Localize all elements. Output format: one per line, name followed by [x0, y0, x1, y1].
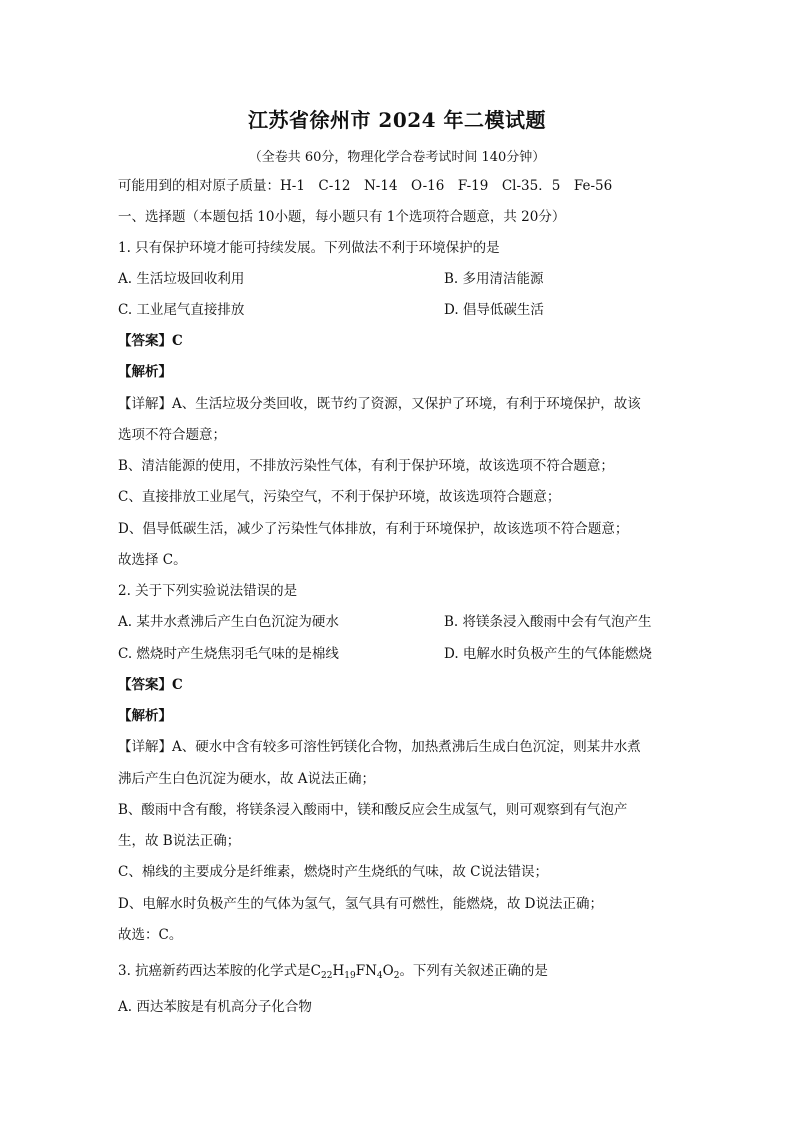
question-1-analysis-label: 【解析】 — [118, 364, 172, 380]
question-1-answer: 【答案】C — [118, 333, 183, 349]
question-3-stem-prefix: 3. 抗癌新药西达苯胺的化学式是 — [118, 963, 311, 979]
question-1-option-c: C. 工业尾气直接排放 — [118, 302, 245, 318]
question-1-stem: 1. 只有保护环境才能可持续发展。下列做法不利于环境保护的是 — [118, 240, 500, 256]
question-2-option-d: D. 电解水时负极产生的气体能燃烧 — [444, 646, 652, 662]
question-3-option-a: A. 西达苯胺是有机高分子化合物 — [118, 999, 312, 1015]
question-2-detail: 【详解】A、硬水中含有较多可溶性钙镁化合物，加热煮沸后生成白色沉淀，则某井水煮 — [118, 739, 641, 755]
formula-subscript: 4 — [376, 971, 383, 981]
formula-element: C — [310, 963, 322, 979]
page-title: 江苏省徐州市 2024 年二模试题 — [247, 108, 547, 132]
question-2-analysis-label: 【解析】 — [118, 708, 172, 724]
exam-subtitle: （全卷共 60分，物理化学合卷考试时间 140分钟） — [248, 150, 546, 165]
atomic-masses-line: 可能用到的相对原子质量：H-1 C-12 N-14 O-16 F-19 Cl-35．5 Fe-56 — [118, 178, 613, 194]
question-2-answer: 【答案】C — [118, 677, 183, 693]
question-1-option-d: D. 倡导低碳生活 — [444, 302, 544, 318]
question-2-conclusion: 故选：C。 — [118, 927, 183, 943]
question-1-detail: B、清洁能源的使用，不排放污染性气体，有利于保护环境，故该选项不符合题意； — [118, 458, 614, 474]
question-2-option-a: A. 某井水煮沸后产生白色沉淀为硬水 — [118, 614, 339, 630]
question-1-option-b: B. 多用清洁能源 — [444, 271, 544, 287]
question-2-stem: 2. 关于下列实验说法错误的是 — [118, 583, 298, 599]
question-3-stem — [118, 962, 548, 980]
question-2-detail: D、电解水时负极产生的气体为氢气，氢气具有可燃性，能燃烧，故 D说法正确； — [118, 896, 603, 912]
section-heading: 一、选择题（本题包括 10小题，每小题只有 1个选项符合题意，共 20分） — [118, 209, 566, 225]
formula-subscript: 22 — [321, 971, 333, 981]
question-1-detail: C、直接排放工业尾气，污染空气，不利于保护环境，故该选项符合题意； — [118, 489, 561, 505]
question-1-detail: 【详解】A、生活垃圾分类回收，既节约了资源，又保护了环境，有利于环境保护，故该 — [118, 396, 641, 412]
formula-element: O — [382, 963, 394, 979]
question-2-detail: 生，故 B说法正确； — [118, 833, 241, 849]
question-2-detail: 沸后产生白色沉淀为硬水，故 A说法正确； — [118, 771, 376, 787]
question-3-stem-suffix: 。下列有关叙述正确的是 — [399, 963, 548, 979]
question-1-detail: D、倡导低碳生活，减少了污染性气体排放，有利于环境保护，故该选项不符合题意； — [118, 521, 629, 537]
question-2-option-b: B. 将镁条浸入酸雨中会有气泡产生 — [444, 614, 652, 630]
question-1-conclusion: 故选择 C。 — [118, 552, 187, 568]
formula-subscript: 19 — [344, 971, 356, 981]
chemical-formula — [311, 963, 400, 979]
formula-element: FN — [355, 963, 377, 979]
question-1-detail: 选项不符合题意； — [118, 427, 226, 443]
formula-element: H — [332, 963, 345, 979]
formula-subscript: 2 — [393, 971, 400, 981]
question-2-detail: C、棉线的主要成分是纤维素，燃烧时产生烧纸的气味，故 C说法错误； — [118, 864, 548, 880]
question-1-option-a: A. 生活垃圾回收利用 — [118, 271, 245, 287]
question-2-detail: B、酸雨中含有酸，将镁条浸入酸雨中，镁和酸反应会生成氢气，则可观察到有气泡产 — [118, 802, 628, 818]
question-2-option-c: C. 燃烧时产生烧焦羽毛气味的是棉线 — [118, 646, 339, 662]
